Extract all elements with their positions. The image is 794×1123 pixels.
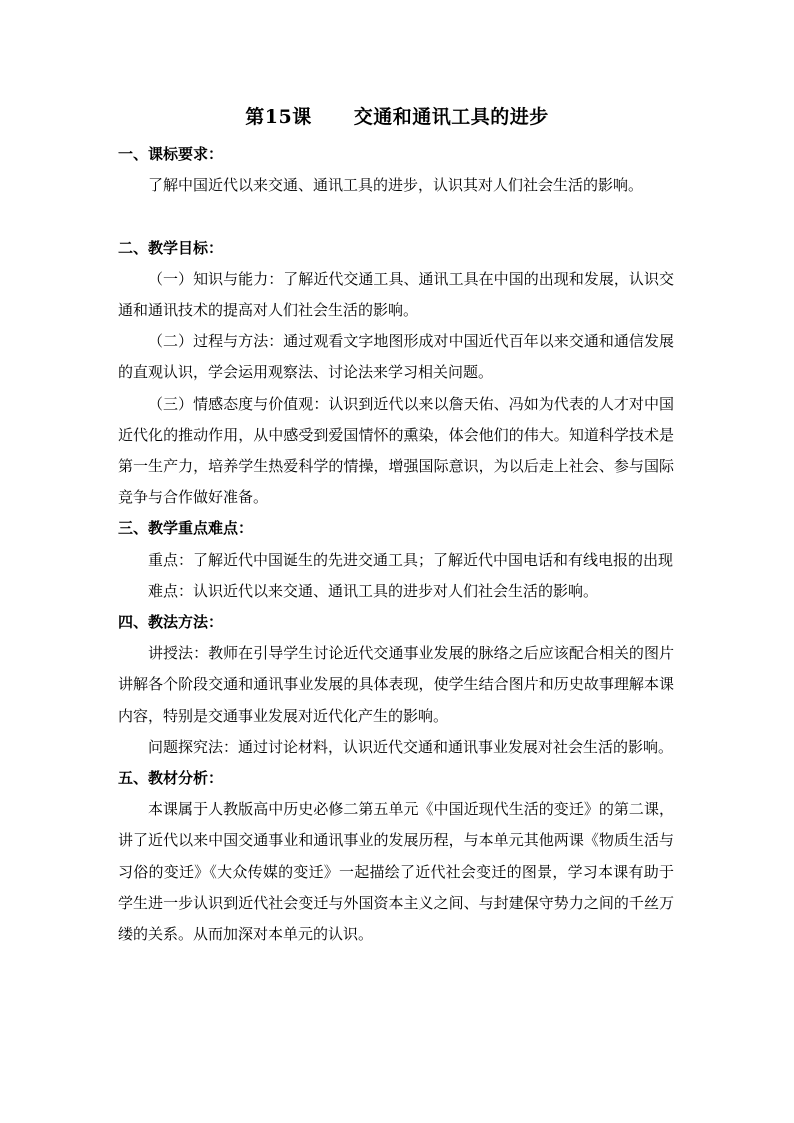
paragraph-objective-knowledge: （一）知识与能力：了解近代交通工具、通讯工具在中国的出现和发展，认识交通和通讯技术的提高对人们社会生活的影响。 — [118, 269, 674, 319]
paragraph-analysis: 本课属于人教版高中历史必修二第五单元《中国近现代生活的变迁》的第二课，讲了近代以来中国交通事业和通讯事业的发展历程，与本单元其他两课《物质生活与习俗的变迁》《大众传媒的变迁》一起描绘了近代社会变迁的图景，学习本课有助于学生进一步认识到近代社会变迁与外国资本主义之间、与封建保守势力之间的千丝万缕的关系。从而加深对本单元的认识。 — [118, 800, 674, 944]
paragraph-difficulties: 难点：认识近代以来交通、通讯工具的进步对人们社会生活的影响。 — [148, 581, 599, 600]
paragraph-curriculum: 了解中国近代以来交通、通讯工具的进步，认识其对人们社会生活的影响。 — [148, 176, 644, 195]
section-heading-key-points: 三、教学重点难点： — [118, 519, 254, 538]
section-heading-objectives: 二、教学目标： — [118, 238, 224, 257]
paragraph-method-lecture: 讲授法：教师在引导学生讨论近代交通事业发展的脉络之后应该配合相关的图片讲解各个阶段交通和通讯事业发展的具体表现，使学生结合图片和历史故事理解本课内容，特别是交通事业发展对近代化产生的影响。 — [118, 644, 674, 725]
page-title — [0, 103, 794, 131]
section-heading-methods: 四、教法方法： — [118, 613, 224, 632]
blank-line — [118, 201, 674, 232]
section-heading-curriculum: 一、课标要求： — [118, 145, 224, 163]
lesson-number: 第15课 — [245, 106, 312, 128]
paragraph-method-inquiry: 问题探究法：通过讨论材料，认识近代交通和通讯事业发展对社会生活的影响。 — [148, 737, 674, 756]
paragraph-objective-values: （三）情感态度与价值观：认识到近代以来以詹天佑、冯如为代表的人才对中国近代化的推动作用，从中感受到爱国情怀的熏染，体会他们的伟大。知道科学技术是第一生产力，培养学生热爱科学的情操，增强国际意识，为以后走上社会、参与国际竞争与合作做好准备。 — [118, 394, 674, 507]
lesson-name: 交通和通讯工具的进步 — [353, 106, 549, 128]
paragraph-key-points: 重点：了解近代中国诞生的先进交通工具；了解近代中国电话和有线电报的出现 — [148, 550, 674, 569]
document-body — [118, 139, 674, 950]
section-heading-analysis: 五、教材分析： — [118, 769, 224, 788]
paragraph-objective-process: （二）过程与方法：通过观看文字地图形成对中国近代百年以来交通和通信发展的直观认识，学会运用观察法、讨论法来学习相关问题。 — [118, 332, 674, 382]
